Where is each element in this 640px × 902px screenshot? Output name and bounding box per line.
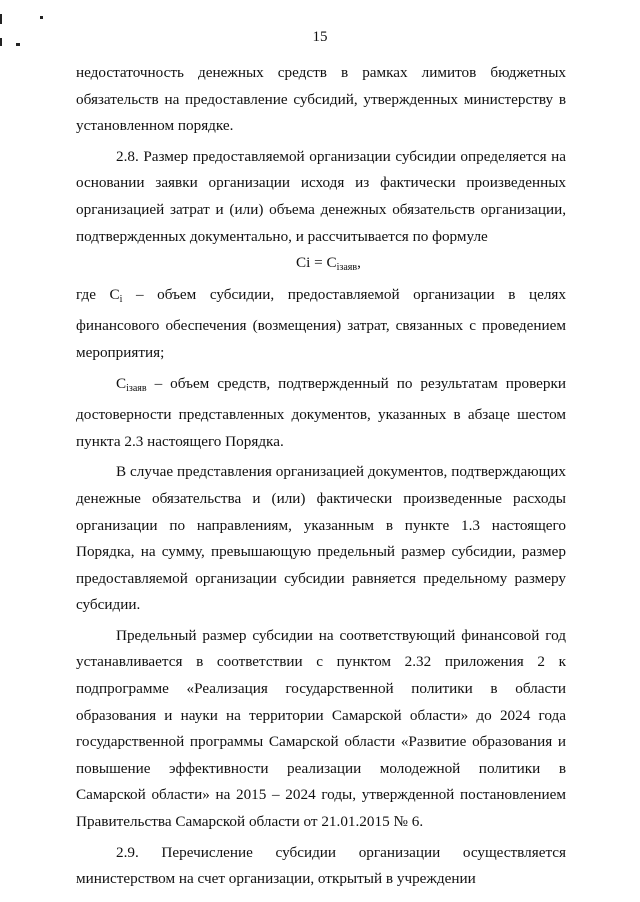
document-body — [76, 60, 566, 893]
paragraph-2-8: 2.8. Размер предоставляемой организации субсидии определяется на основании заявки организации исходя из фактически произведенных организацией затрат и (или) объема денежных обязательств организации, подтвержденных документально, и рассчитывается по формуле — [76, 147, 566, 245]
formula — [76, 250, 566, 282]
paragraph-cizayav-definition — [76, 371, 566, 456]
paragraph-excess-case: В случае представления организацией документов, подтверждающих денежные обязательства и (или) фактически произведенные расходы организации по направлениям, указанным в пункте 1.3 настоящего Порядка, на сумму, превышающую предельный размер субсидии, размер предоставляемой организации субсидии равняется предельному размеру субсидии. — [76, 463, 566, 614]
page-number: 15 — [312, 29, 328, 45]
paragraph-continuation: недостаточность денежных средств в рамках лимитов бюджетных обязательств на предоставление субсидий, утвержденных министерству в установленном порядке. — [76, 64, 566, 135]
paragraph-limit: Предельный размер субсидии на соответствующий финансовой год устанавливается в соответствии с пунктом 2.32 приложения 2 к подпрограмме «Реализация государственной политики в области образования и науки на территории Самарской области» до 2024 года государственной программы Самарской области «Развитие образования и повышение эффективности реализации молодежной политики в Самарской области» на 2015 – 2024 годы, утвержденной постановлением Правительства Самарской области от 21.01.2015 № 6. — [76, 626, 566, 831]
ciz-lead: C — [116, 374, 127, 392]
paragraph-ci-definition — [76, 282, 566, 367]
ciz-subscript: iзаяв — [126, 382, 147, 394]
ci-rest: – объем субсидии, предоставляемой организации в целях финансового обеспечения (возмещения) затрат, связанных с проведением мероприятия; — [76, 285, 566, 361]
formula-lhs: Ci = C — [296, 254, 337, 272]
ci-subscript: i — [119, 293, 123, 305]
paragraph-2-9: 2.9. Перечисление субсидии организации осуществляется министерством на счет организации, открытый в учреждении — [76, 843, 566, 888]
formula-subscript: iзаяв — [336, 262, 358, 274]
formula-tail: , — [357, 254, 361, 272]
scan-edge-mark — [40, 16, 43, 19]
ci-lead: где C — [76, 285, 120, 303]
scan-edge-mark — [0, 14, 2, 24]
ciz-rest: – объем средств, подтвержденный по результатам проверки достоверности представленных документов, указанных в абзаце шестом пункта 2.3 настоящего Порядка. — [76, 374, 566, 450]
